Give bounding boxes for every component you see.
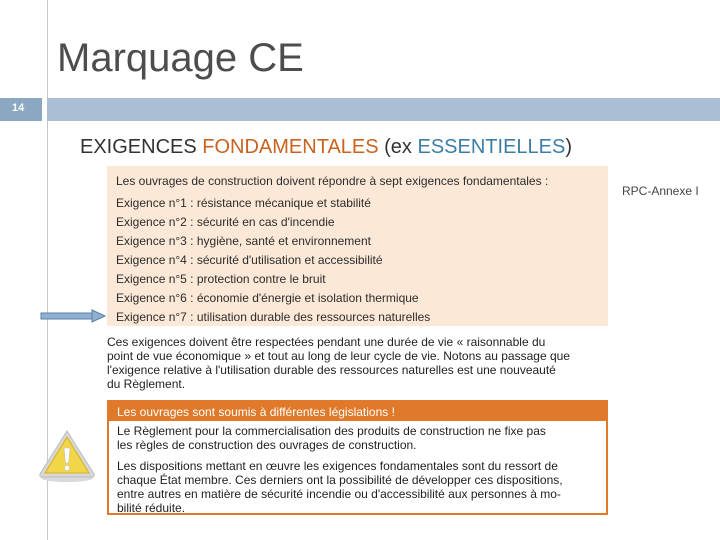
slide-number-box — [0, 98, 42, 121]
requirement-item: Exigence n°5 : protection contre le bruit — [116, 272, 326, 286]
legislation-line: bilité réduite. — [117, 501, 186, 515]
subtitle-part-1: EXIGENCES — [80, 136, 203, 158]
legislation-line: entre autres en matière de sécurité incendie ou d'accessibilité aux personnes à mo- — [117, 487, 561, 501]
body-paragraph-line: Ces exigences doivent être respectées pendant une durée de vie « raisonnable du — [107, 335, 546, 349]
requirement-item: Exigence n°2 : sécurité en cas d'incendie — [116, 215, 335, 229]
title-divider-bar — [47, 98, 720, 121]
slide-subtitle — [80, 136, 572, 159]
slide-number: 14 — [12, 102, 25, 114]
legislation-heading: Les ouvrages sont soumis à différentes législations ! — [117, 405, 395, 419]
requirements-intro: Les ouvrages de construction doivent répondre à sept exigences fondamentales : — [116, 174, 549, 188]
requirement-item: Exigence n°6 : économie d'énergie et isolation thermique — [116, 291, 419, 305]
arrow-right-icon — [40, 309, 106, 323]
warning-icon — [37, 428, 97, 484]
legislation-panel — [107, 400, 608, 515]
subtitle-part-4: ESSENTIELLES — [417, 136, 566, 158]
legislation-line: Les dispositions mettant en œuvre les exigences fondamentales sont du ressort de — [117, 459, 558, 473]
reference-label: RPC-Annexe I — [622, 184, 699, 198]
subtitle-part-5: ) — [565, 136, 573, 158]
subtitle-part-2: FONDAMENTALES — [202, 136, 379, 158]
requirement-item: Exigence n°3 : hygiène, santé et environnement — [116, 234, 371, 248]
requirement-item: Exigence n°1 : résistance mécanique et stabilité — [116, 196, 371, 210]
legislation-line: chaque État membre. Ces derniers ont la possibilité de développer ces dispositions, — [117, 473, 563, 487]
body-paragraph-line: point de vue économique » et tout au long de leur cycle de vie. Notons au passage que — [107, 349, 570, 363]
body-paragraph-line: l'exigence relative à l'utilisation durable des ressources naturelles est une nouveauté — [107, 363, 556, 377]
slide-title: Marquage CE — [57, 36, 304, 80]
legislation-panel-header — [109, 402, 606, 421]
subtitle-part-3: (ex — [378, 136, 418, 158]
requirement-item: Exigence n°4 : sécurité d'utilisation et accessibilité — [116, 253, 383, 267]
legislation-line: les règles de construction des ouvrages de construction. — [117, 438, 417, 452]
requirement-item: Exigence n°7 : utilisation durable des ressources naturelles — [116, 310, 431, 324]
legislation-line: Le Règlement pour la commercialisation des produits de construction ne fixe pas — [117, 424, 546, 438]
requirements-panel — [107, 166, 608, 326]
body-paragraph-line: du Règlement. — [107, 377, 186, 391]
